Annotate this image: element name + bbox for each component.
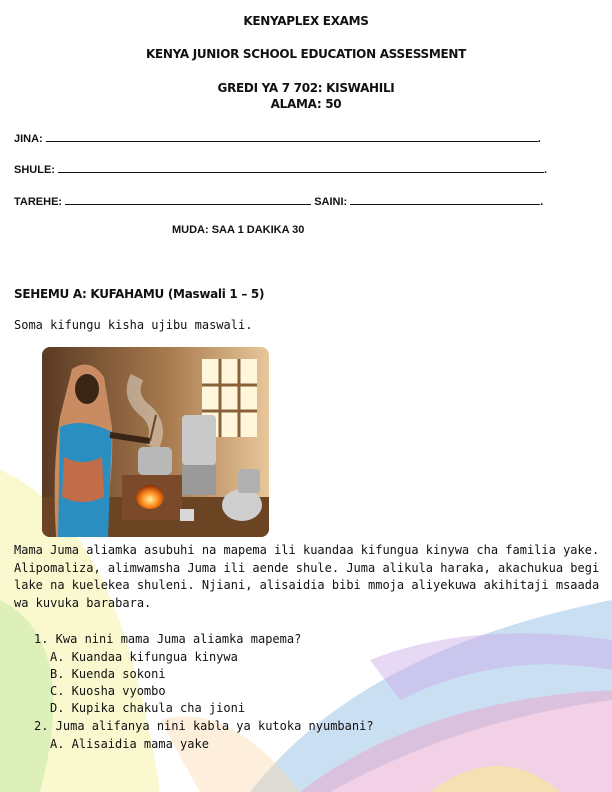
kitchen-cooking-illustration [42, 347, 269, 537]
date-label: TAREHE: [14, 196, 63, 208]
name-label: JINA: [14, 133, 43, 145]
instruction-text: Soma kifungu kisha ujibu maswali. [14, 318, 253, 332]
signature-label: SAINI: [314, 196, 348, 208]
name-line [46, 131, 538, 142]
date-line [65, 194, 311, 205]
total-marks: ALAMA: 50 [270, 97, 342, 111]
question-1-option-d[interactable]: D. Kupika chakula cha jioni [50, 701, 246, 715]
signature-line [350, 194, 540, 205]
passage-line: Mama Juma aliamka asubuhi na mapema ili kuandaa kifungua kinywa cha familia yake. [14, 543, 600, 557]
duration-text: MUDA: SAA 1 DAKIKA 30 [172, 224, 305, 236]
passage-line: wa kuvuka barabara. [14, 595, 152, 610]
section-title: SEHEMU A: KUFAHAMU (Maswali 1 – 5) [14, 287, 265, 301]
date-field[interactable]: TAREHE: SAINI: . [14, 196, 544, 208]
question-1-option-a[interactable]: A. Kuandaa kifungua kinywa [50, 650, 238, 664]
passage-line: Alipomaliza, alimwamsha Juma ili aende shule. Juma alikula haraka, akachukua begi [14, 560, 600, 575]
exam-provider-title: KENYAPLEX EXAMS [243, 14, 369, 28]
question-2-option-a[interactable]: A. Alisaidia mama yake [50, 737, 209, 751]
question-1: 1. Kwa nini mama Juma aliamka mapema? [34, 632, 302, 646]
assessment-title: KENYA JUNIOR SCHOOL EDUCATION ASSESSMENT [145, 47, 467, 61]
question-2: 2. Juma alifanya nini kabla ya kutoka nyumbani? [34, 719, 374, 733]
school-label: SHULE: [14, 164, 55, 176]
question-1-option-c[interactable]: C. Kuosha vyombo [50, 684, 166, 698]
question-1-option-b[interactable]: B. Kuenda sokoni [50, 667, 166, 681]
grade-subject-title: GREDI YA 7 702: KISWAHILI [217, 81, 395, 95]
school-field[interactable]: SHULE: . [14, 164, 548, 176]
name-field[interactable]: JINA: . [14, 133, 541, 145]
school-line [58, 162, 544, 173]
reading-passage [14, 542, 604, 612]
passage-line: lake na kuelekea shuleni. Njiani, alisaidia bibi mmoja aliyekuwa akihitaji msaada [14, 578, 600, 592]
